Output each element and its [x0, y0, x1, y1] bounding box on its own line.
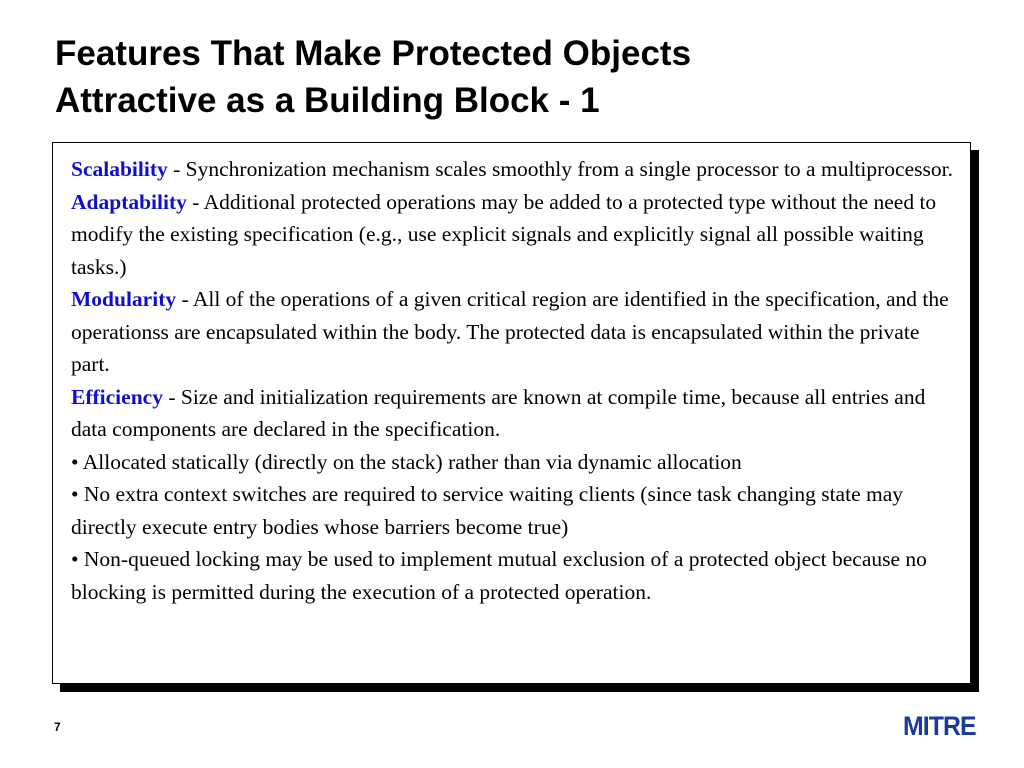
scalability-paragraph: [71, 153, 956, 186]
adaptability-description: - Additional protected operations may be added to a protected type without the need to modify the existing specification (e.g., use explicit signals and explicitly signal all possible waiting tasks.): [71, 189, 937, 279]
modularity-description: - All of the operations of a given critical region are identified in the specification, and the operationss are encapsulated within the body. The protected data is encapsulated within the private part.: [71, 287, 949, 376]
bullet-item: • Non-queued locking may be used to implement mutual exclusion of a protected object because no blocking is permitted during the execution of a protected operation.: [71, 547, 927, 604]
efficiency-term: Efficiency: [71, 384, 163, 409]
modularity-paragraph: [71, 283, 956, 381]
page-number: 7: [54, 720, 61, 734]
bullet-item: • No extra context switches are required to service waiting clients (since task changing state may directly execute entry bodies whose barriers become true): [71, 482, 904, 539]
content-box: [52, 142, 971, 684]
modularity-term: Modularity: [71, 287, 177, 311]
adaptability-paragraph: [71, 186, 956, 284]
adaptability-term: Adaptability: [71, 189, 187, 214]
bullet-item: • Allocated statically (directly on the stack) rather than via dynamic allocation: [71, 449, 742, 474]
content-text: [71, 153, 956, 608]
mitre-logo: MITRE: [903, 711, 976, 741]
scalability-term: Scalability: [71, 157, 168, 181]
slide-title-line-1: Features That Make Protected Objects: [55, 34, 692, 73]
slide-title: [55, 30, 995, 124]
efficiency-paragraph: [71, 381, 956, 446]
scalability-description: - Synchronization mechanism scales smoothly from a single processor to a multiprocessor.: [167, 157, 953, 181]
efficiency-description: - Size and initialization requirements are known at compile time, because all entries and data components are declared in the specification.: [71, 384, 926, 441]
slide-title-line-2: Attractive as a Building Block - 1: [55, 81, 600, 120]
